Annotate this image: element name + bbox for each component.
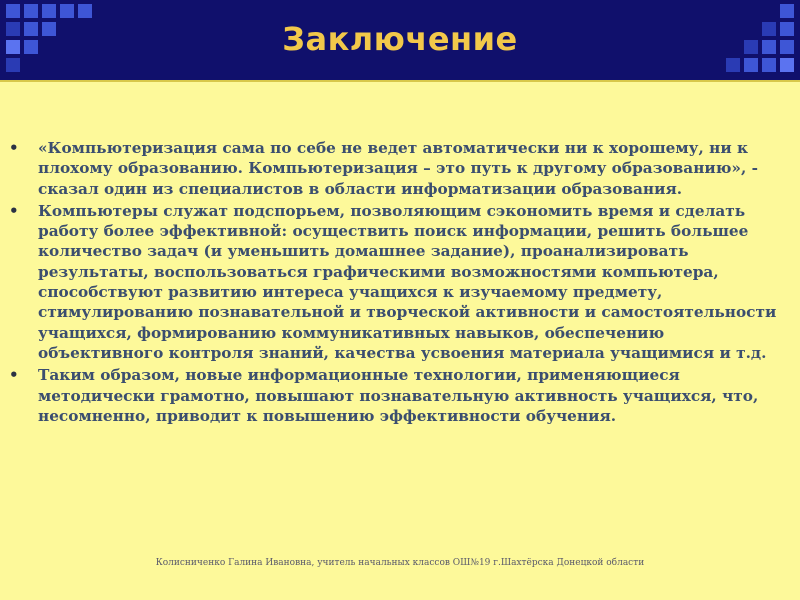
title-bar [0, 0, 800, 80]
bullet-icon: • [9, 366, 19, 385]
bullet-text: Таким образом, новые информационные технологии, применяющиеся методически грамотно, повышают познавательную активность учащихся, что, несомненно, приводит к повышению эффективности обучения. [38, 366, 759, 425]
bullet-list [0, 138, 800, 428]
bullet-icon: • [9, 139, 19, 157]
bullet-item [0, 138, 800, 199]
bullet-item [0, 365, 800, 426]
bullet-text: «Компьютеризация сама по себе не ведет автоматически ни к хорошему, ни к плохому образованию. Компьютеризация – это путь к другому образованию», - сказал один из специалистов в области информатизации образования. [38, 139, 758, 198]
slide-title: Заключение [282, 20, 518, 58]
title-divider [0, 80, 800, 82]
bullet-item [0, 201, 800, 363]
bullet-text: Компьютеры служат подспорьем, позволяющим сэкономить время и сделать работу более эффективной: осуществить поиск информации, решить большее количество задач (и уменьшить домашнее задание), проанализировать результаты, воспользоваться графическими возможностями компьютера, способствуют развитию интереса учащихся к изучаемому предмету, стимулированию познавательной и творческой активности и самостоятельности учащихся, формированию коммуникативных навыков, обеспечению объективного контроля знаний, качества усвоения материала учащимися и т.д. [38, 201, 777, 362]
bullet-icon: • [9, 201, 19, 220]
footer-credit: Колисниченко Галина Ивановна, учитель начальных классов ОШ№19 г.Шахтёрска Донецкой области [155, 558, 645, 568]
